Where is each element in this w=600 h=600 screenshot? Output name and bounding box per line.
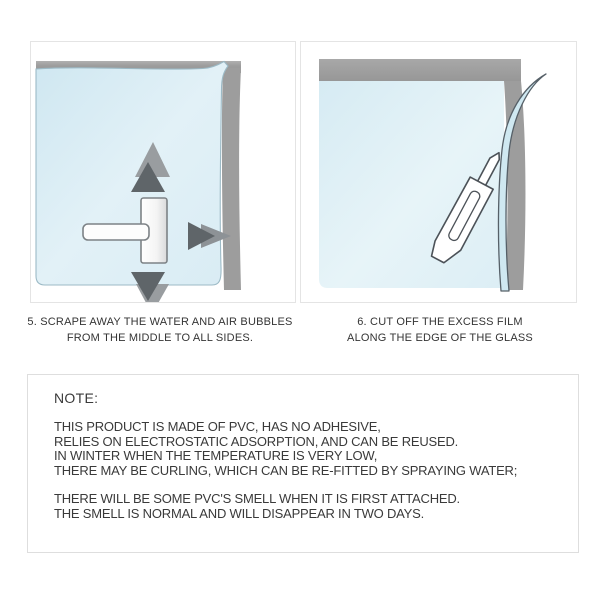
note-box (27, 374, 579, 553)
note-paragraph-2 (54, 492, 558, 521)
note-line: IN WINTER WHEN THE TEMPERATURE IS VERY LOW, (54, 448, 378, 464)
window-frame-icon (319, 59, 521, 81)
window-film (36, 62, 228, 286)
note-line: THERE WILL BE SOME PVC'S SMELL WHEN IT IS FIRST ATTACHED. (54, 491, 460, 507)
step6-caption (305, 314, 575, 346)
step5-illustration (31, 42, 295, 302)
note-line: THERE MAY BE CURLING, WHICH CAN BE RE-FITTED BY SPRAYING WATER; (54, 462, 518, 478)
step5-illustration-panel (30, 41, 296, 303)
step6-illustration (301, 42, 576, 302)
step5-caption-line2: FROM THE MIDDLE TO ALL SIDES. (66, 332, 254, 344)
step6-illustration-panel (300, 41, 577, 303)
note-paragraph-1 (54, 420, 558, 478)
note-line: RELIES ON ELECTROSTATIC ADSORPTION, AND CAN BE REUSED. (54, 433, 459, 449)
note-line: THE SMELL IS NORMAL AND WILL DISAPPEAR IN TWO DAYS. (54, 505, 425, 521)
step6-caption-line1: 6. CUT OFF THE EXCESS FILM (357, 316, 523, 328)
window-frame-side (222, 68, 241, 290)
step6-caption-line2: ALONG THE EDGE OF THE GLASS (347, 332, 533, 344)
note-line: THIS PRODUCT IS MADE OF PVC, HAS NO ADHESIVE, (54, 419, 381, 434)
step5-caption-line1: 5. SCRAPE AWAY THE WATER AND AIR BUBBLES (27, 316, 293, 328)
step5-caption (10, 314, 310, 346)
note-label: NOTE: (54, 390, 99, 406)
